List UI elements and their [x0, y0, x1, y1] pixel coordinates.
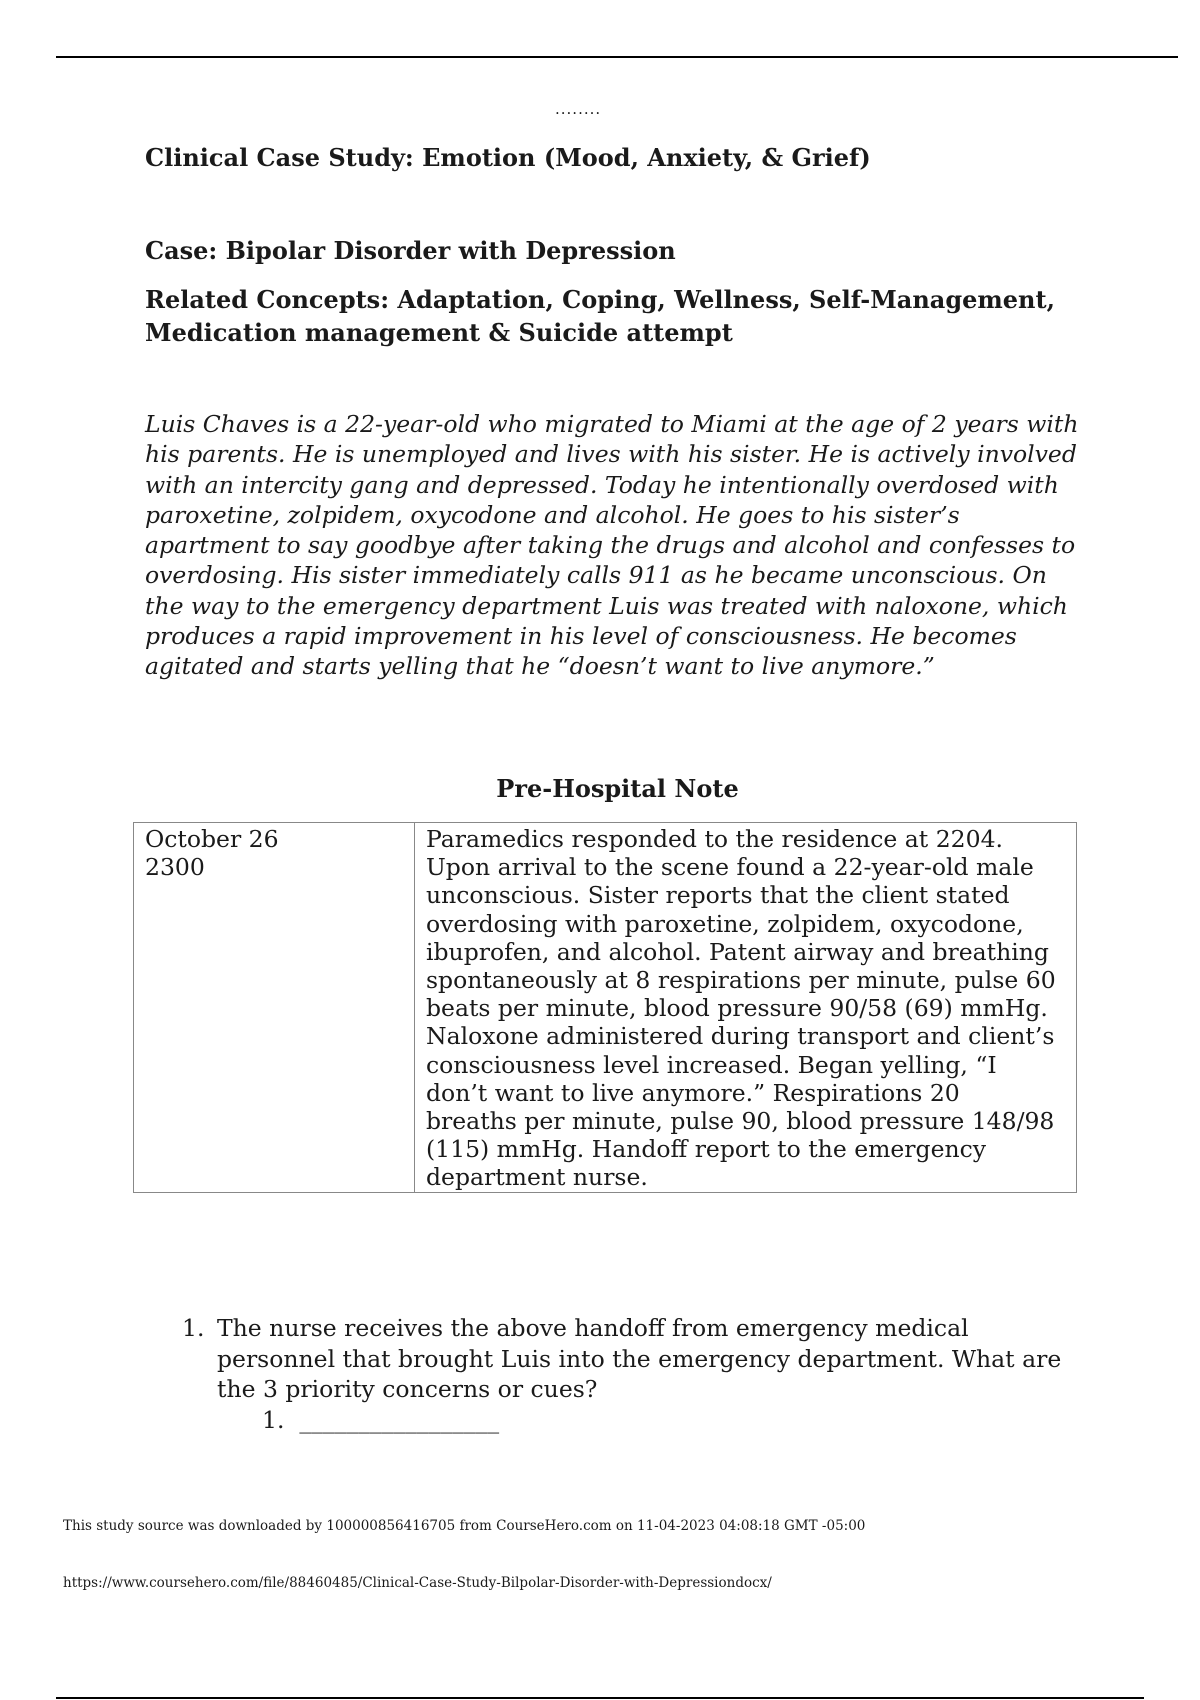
question-text: The nurse receives the above handoff from emergency medical personnel that brought Luis into the emergency department. What are the 3 priority concerns or cues? — [217, 1314, 1062, 1403]
question-number: 1. — [182, 1314, 205, 1342]
source-url[interactable]: https://www.coursehero.com/file/88460485/Clinical-Case-Study-Bilpolar-Disorder-with-Depressiondocx/ — [63, 1575, 772, 1591]
question-1 — [182, 1313, 1062, 1435]
case-heading: Case: Bipolar Disorder with Depression — [145, 236, 676, 265]
note-datetime-cell — [134, 823, 415, 1193]
answer-number: 1. — [262, 1405, 285, 1434]
table-row — [134, 823, 1077, 1193]
note-text-cell: Paramedics responded to the residence at 2204. Upon arrival to the scene found a 22-year-old male unconscious. Sister reports that the client stated overdosing with paroxetine, zolpidem, oxycodone, ibuprofen, and alcohol. Patent airway and breathing spontaneously at 8 respirations per minute, pulse 60 beats per minute, blood pressure 90/58 (69) mmHg. Naloxone administered during transport and client’s consciousness level increased. Began yelling, “I don’t want to live anymore.” Respirations 20 breaths per minute, pulse 90, blood pressure 148/98 (115) mmHg. Handoff report to the emergency department nurse. — [415, 823, 1077, 1193]
document-title: Clinical Case Study: Emotion (Mood, Anxiety, & Grief) — [145, 143, 871, 172]
note-title: Pre-Hospital Note — [496, 774, 739, 803]
related-concepts-heading: Related Concepts: Adaptation, Coping, Wellness, Self-Management, Medication management & Suicide attempt — [145, 285, 1055, 347]
pre-hospital-note-table — [133, 822, 1077, 1193]
note-time: 2300 — [145, 853, 205, 882]
case-narrative: Luis Chaves is a 22-year-old who migrated to Miami at the age of 2 years with his parents. He is unemployed and lives with his sister. He is actively involved with an intercity gang and depressed. Today he intentionally overdosed with paroxetine, zolpidem, oxycodone and alcohol. He goes to his sister’s apartment to say goodbye after taking the drugs and alcohol and confesses to overdosing. His sister immediately calls 911 as he became unconscious. On the way to the emergency department Luis was treated with naloxone, which produces a rapid improvement in his level of consciousness. He becomes agitated and starts yelling that he “doesn’t want to live anymore.” — [145, 410, 1079, 681]
header-dots: ........ — [555, 100, 602, 118]
bottom-rule — [56, 1697, 1144, 1699]
answer-blank: _________________ — [299, 1405, 500, 1434]
note-date: October 26 — [145, 825, 279, 853]
top-rule — [56, 56, 1178, 58]
download-notice: This study source was downloaded by 100000856416705 from CourseHero.com on 11-04-2023 04:08:18 GMT -05:00 — [63, 1518, 866, 1534]
answer-line-1 — [262, 1405, 1062, 1436]
